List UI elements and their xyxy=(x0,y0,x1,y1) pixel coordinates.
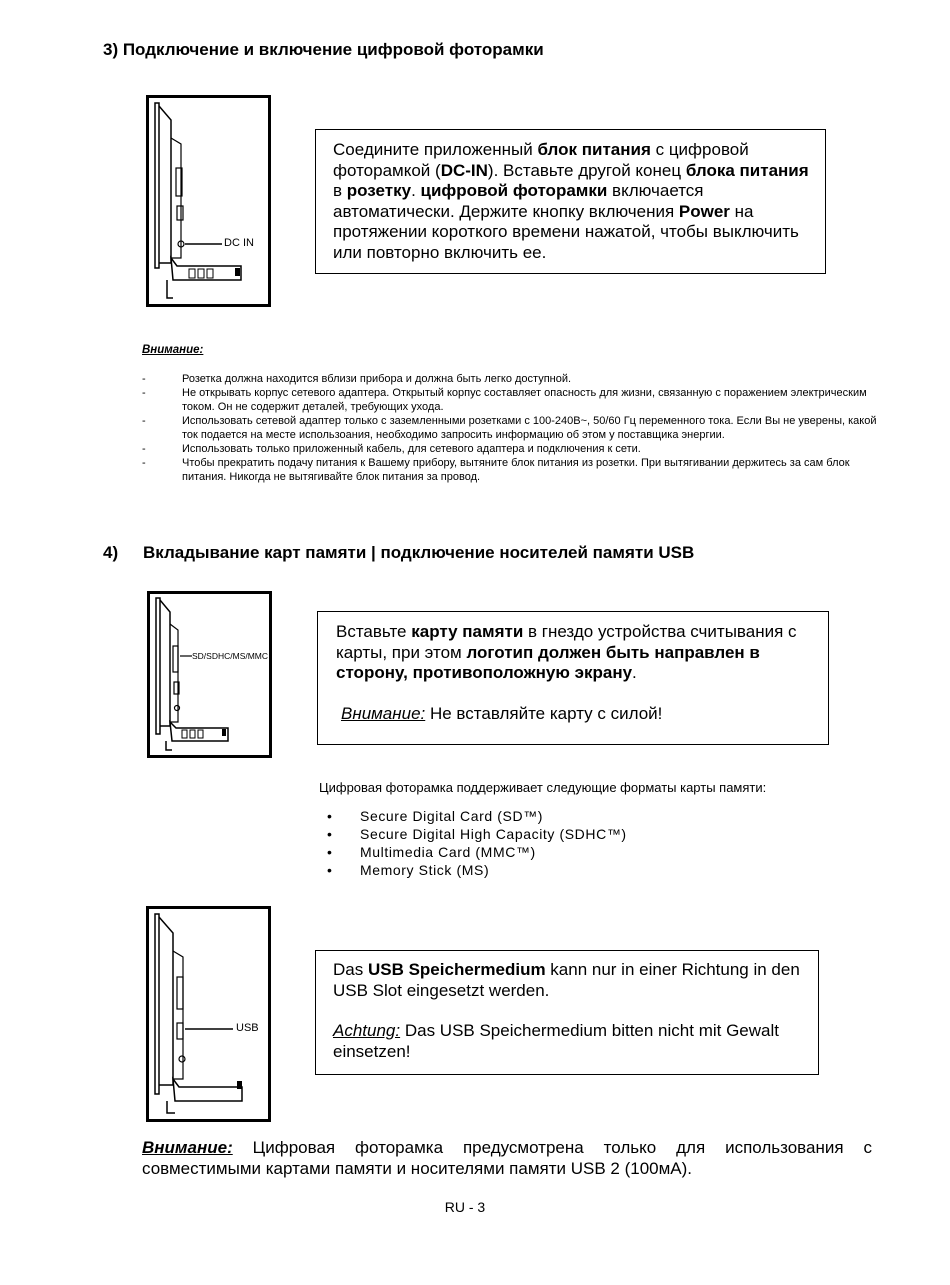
card-instruction-text: Вставьте карту памяти в гнездо устройства считывания с карты, при этом логотип должен быть направлен в сторону, противоположную экрану. xyxy=(336,622,797,682)
list-item: - Не открывать корпус сетевого адаптера. Открытый корпус составляет опасность для жизни, связанную с поражением электрическим током. Он не содержит деталей, требующих ухода. xyxy=(142,387,867,413)
list-item: - Использовать только приложенный кабель, для сетевого адаптера и подключения к сети. xyxy=(142,443,641,455)
card-slot-label: SD/SDHC/MS/MMC xyxy=(192,651,269,661)
usb-instruction-box xyxy=(315,950,819,1075)
formats-intro: Цифровая фоторамка поддерживает следующие форматы карты памяти: xyxy=(319,780,767,795)
frame-side-drawing xyxy=(150,594,269,755)
frame-side-figure-dc-in xyxy=(146,95,271,307)
section-4-number: 4) xyxy=(103,543,119,562)
list-item: • Memory Stick (MS) xyxy=(327,862,490,878)
section-4-heading: Вкладывание карт памяти | подключение носителей памяти USB xyxy=(143,543,695,562)
dc-in-instruction-text: Соедините приложенный блок питания с цифровой фоторамкой (DC-IN). Вставьте другой конец блока питания в розетку. цифровой фоторамки включается автоматически. Держите кнопку включения Power на протяжении короткого времени нажатой, чтобы выключить или повторно включить ее. xyxy=(333,140,809,262)
frame-side-drawing xyxy=(149,909,268,1119)
final-notice: Внимание: Цифровая фоторамка предусмотрена только для использования с совместимыми картами памяти и носителями памяти USB 2 (100мА). xyxy=(142,1138,872,1178)
page-number: RU - 3 xyxy=(444,1199,486,1215)
notice-title: Внимание: xyxy=(142,344,204,356)
frame-side-figure-usb xyxy=(146,906,271,1122)
card-warning-text: Внимание: Не вставляйте карту с силой! xyxy=(341,703,663,723)
section-3-heading: 3) Подключение и включение цифровой фоторамки xyxy=(103,40,544,59)
card-instruction-box xyxy=(317,611,829,745)
dc-in-instruction-box xyxy=(315,129,826,274)
list-item: - Использовать сетевой адаптер только с заземленными розетками с 100-240В~, 50/60 Гц переменного тока. Если Вы не уверены, какой ток подается на месте использоания, необходимо запросить информацию об этом у поставщика энергии. xyxy=(142,415,877,441)
list-item: - Чтобы прекратить подачу питания к Вашему прибору, вытяните блок питания из розетки. При вытягивании держитесь за сам блок питания. Никогда не вытягивайте блок питания за провод. xyxy=(142,457,850,483)
dc-in-label: DC IN xyxy=(224,237,254,249)
frame-side-figure-card-slot xyxy=(147,591,272,758)
list-item: • Multimedia Card (MMC™) xyxy=(327,844,536,860)
list-item: • Secure Digital Card (SD™) xyxy=(327,808,544,824)
usb-instruction-text: Das USB Speichermedium kann nur in einer Richtung in den USB Slot eingesetzt werden. xyxy=(333,960,800,1000)
notes-list xyxy=(142,372,877,484)
formats-list xyxy=(319,807,819,879)
usb-label: USB xyxy=(236,1022,259,1034)
frame-side-drawing xyxy=(149,98,268,304)
list-item: - Розетка должна находится вблизи прибора и должна быть легко доступной. xyxy=(142,373,572,385)
usb-warning-text: Achtung: Das USB Speichermedium bitten nicht mit Gewalt einsetzen! xyxy=(333,1021,779,1061)
list-item: • Secure Digital High Capacity (SDHC™) xyxy=(327,826,627,842)
